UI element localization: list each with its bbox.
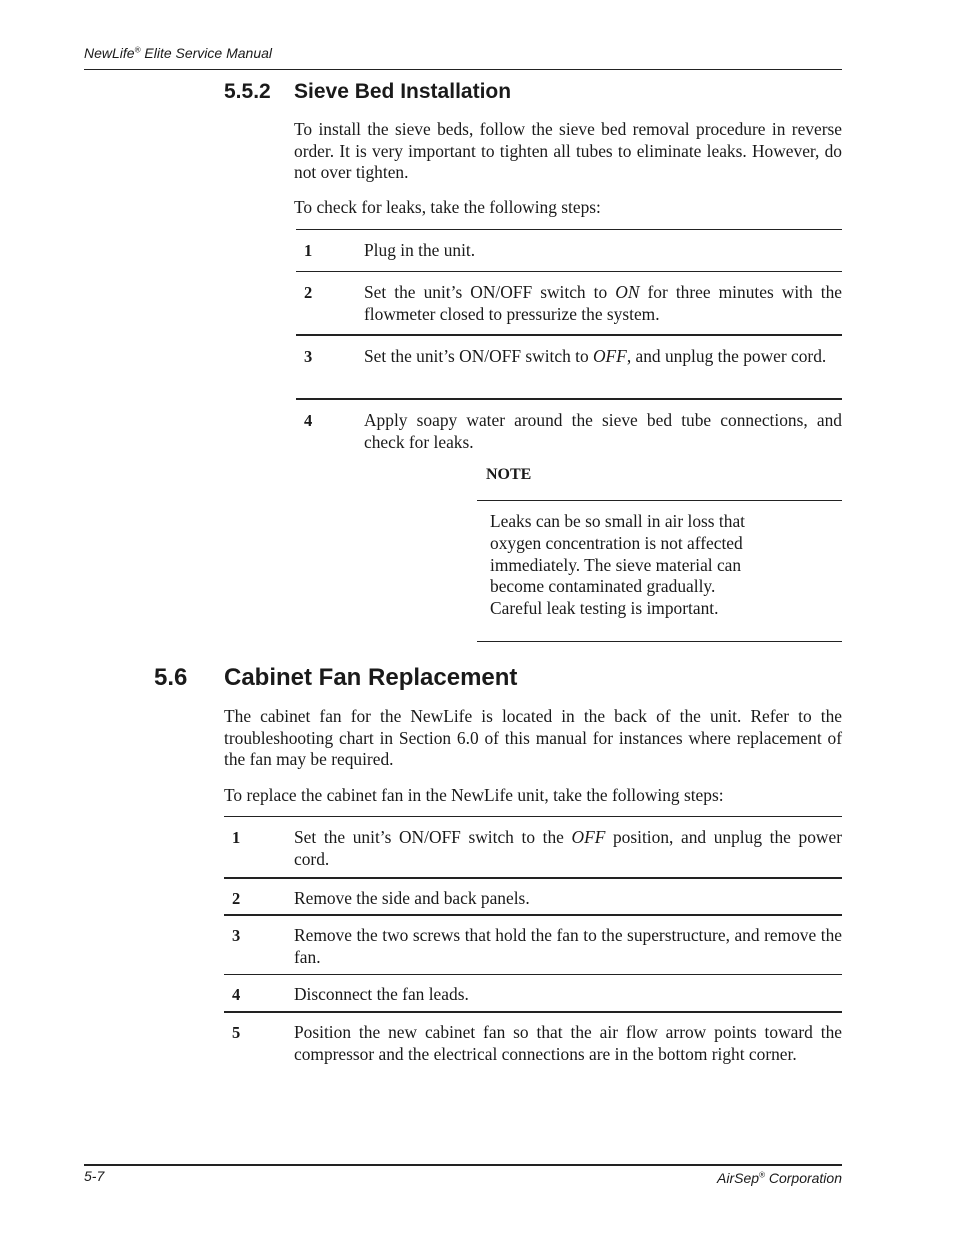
step-row [296,230,842,272]
step-text: Plug in the unit. [364,240,476,260]
step-row [224,1013,842,1093]
step-number: 1 [304,241,313,260]
note-text: Leaks can be so small in air loss that oxygen concentration is not affected immediately. The sieve material can become contaminated gradually. Careful leak testing is important. [490,511,746,619]
leak-check-steps [296,229,842,460]
section-552-heading [224,80,511,104]
section-552-number: 5.5.2 [224,80,271,103]
step-row [296,400,842,460]
step-number: 5 [232,1023,241,1042]
step-number: 3 [232,926,241,945]
step-row [224,879,842,916]
step-number: 2 [304,283,313,302]
section-56-title: Cabinet Fan Replacement [224,664,518,691]
section-56-lead: To replace the cabinet fan in the NewLife unit, take the following steps: [224,785,724,805]
page-header [84,45,842,70]
step-row [296,272,842,336]
page-number: 5-7 [84,1168,105,1184]
step-number: 1 [232,828,241,847]
step-number: 2 [232,889,241,908]
fan-replacement-steps [224,816,842,1093]
step-text: Position the new cabinet fan so that the air flow arrow points toward the compressor and the electrical connections are in the bottom right corner. [294,1022,842,1064]
company-name: AirSep® Corporation [717,1170,842,1186]
manual-title: NewLife® Elite Service Manual [84,45,273,61]
step-text: Disconnect the fan leads. [294,984,469,1004]
section-552-intro: To install the sieve beds, follow the sieve bed removal procedure in reverse order. It is very important to tighten all tubes to eliminate leaks. However, do not over tighten. [294,119,842,182]
page-footer [84,1164,842,1190]
step-row [224,817,842,879]
note-label: NOTE [486,466,532,483]
step-number: 4 [304,411,313,430]
section-56-number: 5.6 [154,664,188,691]
step-number: 4 [232,985,241,1004]
step-text: Set the unit’s ON/OFF switch to OFF, and unplug the power cord. [364,346,827,366]
step-row [224,975,842,1013]
step-row [224,916,842,975]
step-text: Set the unit’s ON/OFF switch to ON for three minutes with the flowmeter closed to pressurize the system. [364,282,842,324]
step-text: Remove the side and back panels. [294,888,530,908]
step-number: 3 [304,347,313,366]
section-552-lead: To check for leaks, take the following steps: [294,197,601,217]
step-text: Apply soapy water around the sieve bed tube connections, and check for leaks. [364,410,842,452]
step-text: Set the unit’s ON/OFF switch to the OFF position, and unplug the power cord. [294,827,842,869]
note-box [477,500,842,642]
section-56-heading [154,664,517,692]
step-text: Remove the two screws that hold the fan to the superstructure, and remove the fan. [294,925,842,967]
section-56-intro: The cabinet fan for the NewLife is located in the back of the unit. Refer to the troubleshooting chart in Section 6.0 of this manual for instances where replacement of the fan may be required. [224,706,842,769]
section-552-title: Sieve Bed Installation [294,80,512,103]
step-row [296,336,842,400]
